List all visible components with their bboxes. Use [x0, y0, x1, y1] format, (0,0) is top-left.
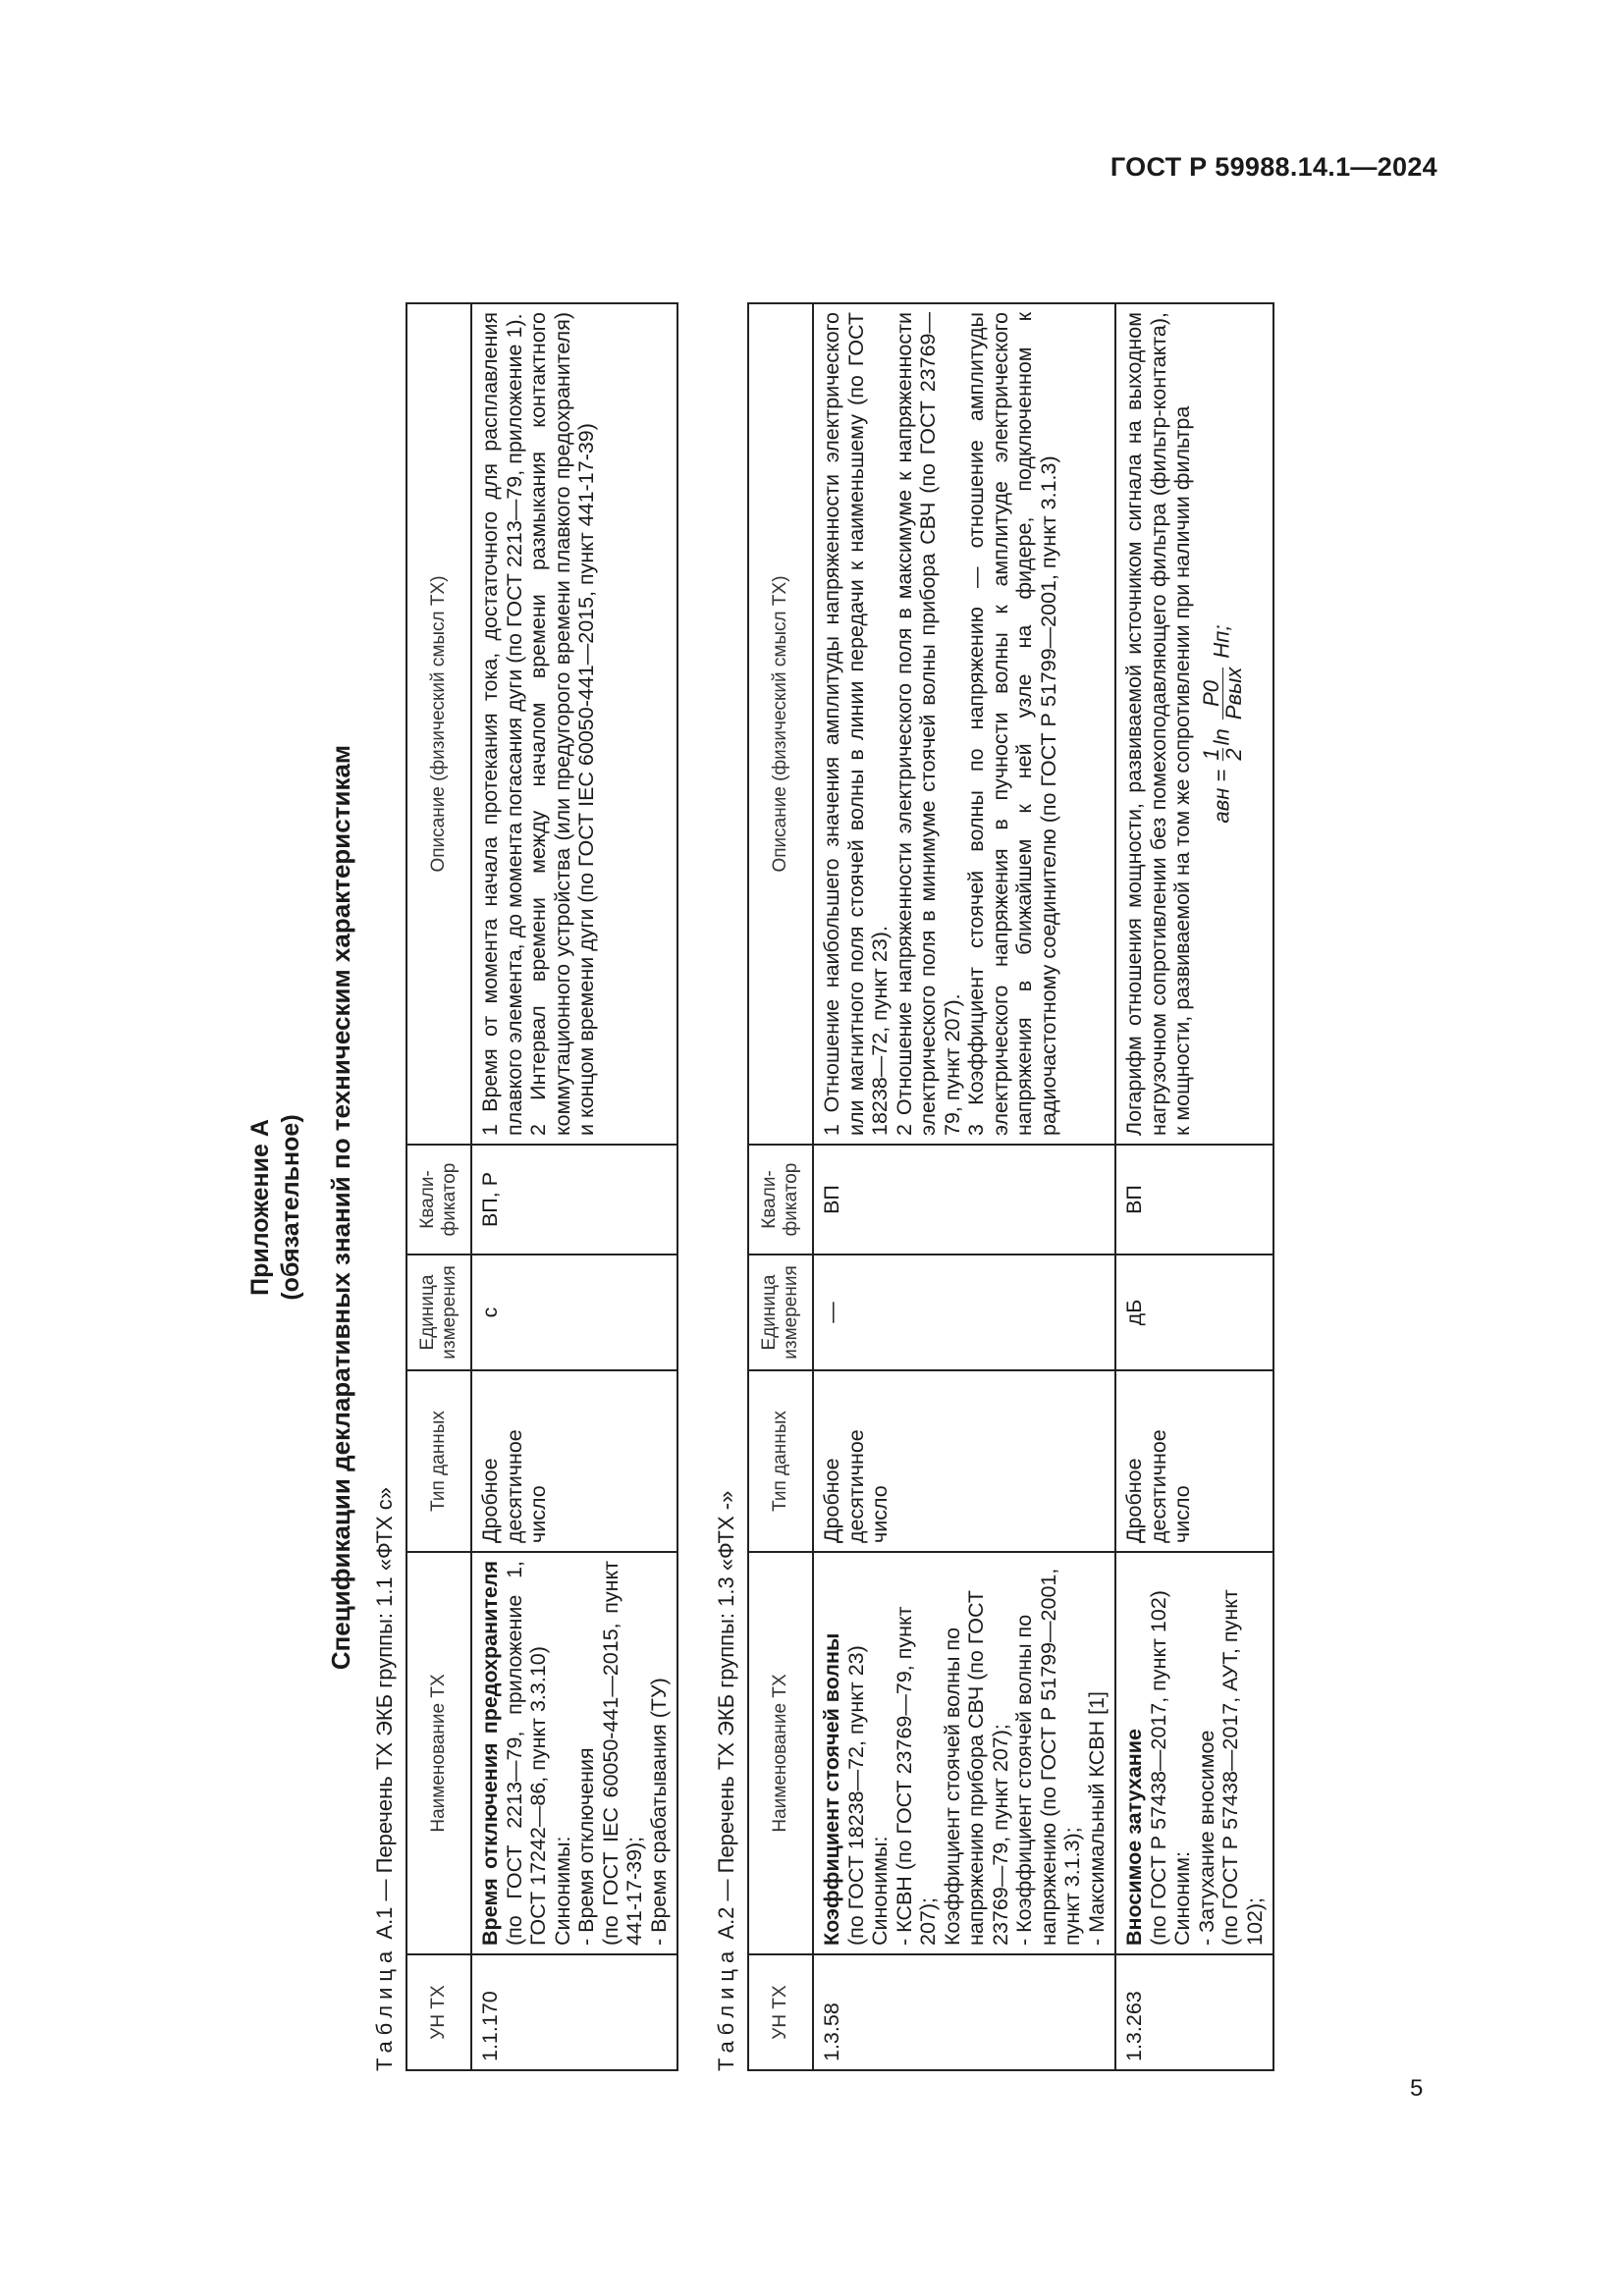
cell-data-type: Дробное десятичное число	[1115, 1370, 1273, 1552]
name-title: Время отключения предохранителя	[478, 1561, 502, 1946]
name-title: Вносимое затухание	[1122, 1729, 1146, 1946]
col-unit-l2: измерения	[781, 1265, 801, 1360]
formula-ratio	[1198, 667, 1246, 721]
standard-header: ГОСТ Р 59988.14.1—2024	[1110, 152, 1437, 182]
cell-un: 1.1.170	[471, 1954, 677, 2070]
cell-un: 1.3.58	[813, 1954, 1115, 2070]
table2-caption	[714, 206, 739, 2071]
table1-caption-word: Таблица	[372, 1945, 397, 2071]
annex-heading: Спецификации декларативных знаний по техническим характеристикам	[326, 744, 355, 1671]
cell-qualifier: ВП	[813, 1145, 1115, 1255]
desc-item: Логарифм отношения мощности, развиваемой источником сигнала на выходном нагрузочном сопротивлении без помехоподавляющего фильтра (фильтр-контакта), к мощности, развиваемой на том же сопротивлении при наличии фильтра	[1122, 312, 1194, 1136]
cell-data-type: Дробное десятичное число	[813, 1370, 1115, 1552]
annex-title: Приложение А	[246, 1119, 274, 1296]
col-description: Описание (физический смысл ТХ)	[406, 303, 471, 1145]
col-qual-l1: Квали-	[759, 1170, 780, 1229]
formula-unit: Нп;	[1208, 624, 1233, 659]
col-qualifier	[748, 1145, 813, 1255]
formula-ln: ln	[1208, 728, 1233, 746]
name-ref: (по ГОСТ 18238—72, пункт 23)	[843, 1645, 868, 1946]
table-row	[1115, 303, 1273, 2070]
cell-description	[1115, 303, 1273, 1145]
cell-unit: —	[813, 1255, 1115, 1370]
cell-qualifier: ВП	[1115, 1145, 1273, 1255]
cell-description	[471, 303, 677, 1145]
col-name: Наименование ТХ	[748, 1552, 813, 1954]
desc-item: 3 Коэффициент стоячей волны по напряжению — отношение амплитуды электрического напряжения в пучности волны к амплитуде электрического напряжения в ближайшем к ней узле на фидере, подключенном к радиочастотному соединителю (по ГОСТ Р 51799—2001, пункт 3.1.3)	[964, 312, 1060, 1136]
col-qualifier	[406, 1145, 471, 1255]
name-ref: (по ГОСТ Р 57438—2017, пункт 102)	[1146, 1590, 1170, 1946]
synonym-ref: (по ГОСТ IEC 60050-441—2015, пункт 441-17-39);	[598, 1561, 646, 1946]
col-unit-l1: Единица	[759, 1274, 780, 1351]
formula-half-den: 2	[1220, 748, 1246, 761]
cell-name	[471, 1552, 677, 1954]
table-row	[471, 303, 677, 2070]
col-unit-l2: измерения	[439, 1265, 460, 1360]
cell-un: 1.3.263	[1115, 1954, 1273, 2070]
col-un-tx: УН ТХ	[406, 1954, 471, 2070]
col-data-type: Тип данных	[406, 1370, 471, 1552]
desc-item: 2 Отношение напряженности электрического поля в максимуме к напряженности электрического поля в минимуме стоячей волны прибора СВЧ (по ГОСТ 23769—79, пункт 207).	[892, 312, 964, 1136]
synonym: - КСВН (по ГОСТ 23769—79, пункт 207);	[892, 1606, 940, 1946]
synonym: - Время срабатывания (ТУ)	[646, 1678, 671, 1946]
col-un-tx: УН ТХ	[748, 1954, 813, 2070]
cell-name	[813, 1552, 1115, 1954]
synonym: - Время отключения	[574, 1747, 598, 1946]
table2-caption-word: Таблица	[714, 1945, 738, 2071]
table-header-row	[406, 303, 471, 2070]
col-qual-l2: фикатор	[439, 1162, 460, 1237]
name-title: Коэффициент стоячей волны	[820, 1632, 843, 1946]
synonym: - Коэффициент стоячей волны по напряжению (по ГОСТ Р 51799—2001, пункт 3.1.3);	[1012, 1568, 1084, 1946]
col-qual-l2: фикатор	[781, 1162, 801, 1237]
col-qual-l1: Квали-	[417, 1170, 438, 1229]
col-data-type: Тип данных	[748, 1370, 813, 1552]
table2-caption-text: А.2 — Перечень ТХ ЭКБ группы: 1.3 «ФТХ -»	[714, 1490, 738, 1940]
cell-unit: с	[471, 1255, 677, 1370]
synonyms-label: Синоним:	[1170, 1850, 1194, 1946]
col-unit-l1: Единица	[417, 1274, 438, 1351]
col-unit	[748, 1255, 813, 1370]
desc-item: 2 Интервал времени между началом времени размыкания контактного коммутационного устройства (или предугорого времени плавкого предохранителя) и концом времени дуги (по ГОСТ IEC 60050-441—2015, пункт 441-17-39)	[526, 312, 598, 1136]
formula-lhs: aвн =	[1208, 769, 1233, 824]
synonyms-label: Синонимы:	[550, 1836, 574, 1946]
synonyms-label: Синонимы:	[868, 1836, 892, 1946]
synonym: - Затухание вносимое	[1194, 1730, 1218, 1946]
col-name: Наименование ТХ	[406, 1552, 471, 1954]
synonym-ref: (по ГОСТ Р 57438—2017, АУТ, пункт 102);	[1218, 1589, 1267, 1946]
synonym: - Максимальный КСВН [1]	[1084, 1691, 1109, 1946]
synonym: Коэффициент стоячей волны по напряжению прибора СВЧ (по ГОСТ 23769—79, пункт 207);	[940, 1590, 1012, 1946]
cell-data-type: Дробное десятичное число	[471, 1370, 677, 1552]
annex-type: (обязательное)	[277, 1114, 304, 1301]
table-a2	[747, 302, 1274, 2071]
cell-description	[813, 303, 1115, 1145]
formula-den: Pвых	[1220, 667, 1246, 721]
cell-unit: дБ	[1115, 1255, 1273, 1370]
formula-half-num: 1	[1198, 748, 1223, 761]
name-text: (по ГОСТ 2213—79, приложение 1, ГОСТ 17242—86, пункт 3.3.10)	[502, 1561, 550, 1946]
attenuation-formula	[1198, 312, 1246, 1136]
table1-caption-text: А.1 — Перечень ТХ ЭКБ группы: 1.1 «ФТХ с»	[372, 1486, 397, 1940]
formula-num: P0	[1201, 667, 1223, 720]
formula-half	[1198, 748, 1246, 761]
cell-qualifier: ВП, Р	[471, 1145, 677, 1255]
cell-name	[1115, 1552, 1273, 1954]
table-header-row	[748, 303, 813, 2070]
page-number: 5	[1410, 2075, 1424, 2102]
table1-caption	[372, 206, 398, 2071]
desc-item: 1 Отношение наибольшего значения амплитуды напряженности электрического или магнитного поля стоячей волны в линии передачи к наименьшему (по ГОСТ 18238—72, пункт 23).	[820, 312, 892, 1136]
col-unit	[406, 1255, 471, 1370]
table-row	[813, 303, 1115, 2070]
desc-item: 1 Время от момента начала протекания тока, достаточного для расплавления плавкого элемента, до момента погасания дуги (по ГОСТ 2213—79, приложение 1).	[478, 312, 526, 1136]
col-description: Описание (физический смысл ТХ)	[748, 303, 813, 1145]
rotated-page-content	[245, 206, 1473, 2071]
table-a1	[406, 302, 678, 2071]
